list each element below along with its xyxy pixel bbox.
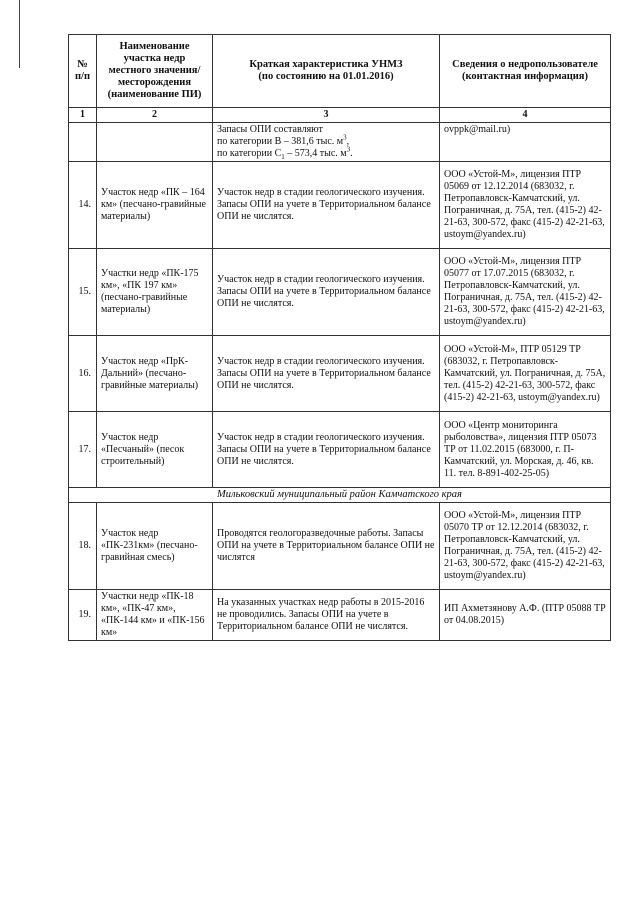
row-desc: Участок недр в стадии геологического изучения. Запасы ОПИ на учете в Территориальном балансе ОПИ не числятся. <box>213 336 440 412</box>
header-desc-title: Краткая характеристика УНМЗ <box>249 59 403 70</box>
table-row <box>69 412 611 488</box>
colnum-4: 4 <box>440 108 611 123</box>
cont-name <box>97 123 213 162</box>
header-desc <box>213 35 440 108</box>
table-row <box>69 336 611 412</box>
row-num: 17. <box>69 412 97 488</box>
section-title: Мильковский муниципальный район Камчатского края <box>69 488 611 503</box>
row-desc: Участок недр в стадии геологического изучения. Запасы ОПИ на учете в Территориальном балансе ОПИ не числятся. <box>213 412 440 488</box>
row-name: Участок недр «ПрК-Дальний» (песчано-гравийные материалы) <box>97 336 213 412</box>
colnum-3: 3 <box>213 108 440 123</box>
table-row <box>69 249 611 336</box>
row-user: ООО «Устой-М», лицензия ПТР 05070 ТР от 12.12.2014 (683032, г. Петропавловск-Камчатский, ул. Пограничная, д. 75А, тел. (415-2) 42-21-63, 300-572, факс (415-2) 42-21-63, ustoym@yandex.ru) <box>440 503 611 590</box>
row-num: 16. <box>69 336 97 412</box>
colnum-2: 2 <box>97 108 213 123</box>
header-num: № п/п <box>69 35 97 108</box>
row-num: 14. <box>69 162 97 249</box>
header-desc-date: (по состоянию на 01.01.2016) <box>258 71 394 82</box>
row-name: Участок недр «ПК – 164 км» (песчано-гравийные материалы) <box>97 162 213 249</box>
header-row <box>69 35 611 108</box>
row-desc: На указанных участках недр работы в 2015-2016 не проводились. Запасы ОПИ на учете в Территориальном балансе ОПИ не числятся. <box>213 590 440 641</box>
table-row <box>69 503 611 590</box>
subsoil-table <box>68 34 611 641</box>
row-user: ООО «Устой-М», ПТР 05129 ТР (683032, г. Петропавловск-Камчатский, ул. Пограничная, д. 75А, тел. (415-2) 42-21-63, 300-572, факс (415-2) 42-21-63, ustoym@yandex.ru) <box>440 336 611 412</box>
colnum-1: 1 <box>69 108 97 123</box>
row-desc: Проводятся геологоразведочные работы. Запасы ОПИ на учете в Территориальном балансе ОПИ не числятся <box>213 503 440 590</box>
row-user: ИП Ахметзянову А.Ф. (ПТР 05088 ТР от 04.08.2015) <box>440 590 611 641</box>
table-row <box>69 162 611 249</box>
header-name: Наименование участка недр местного значения/ месторождения (наименование ПИ) <box>97 35 213 108</box>
page-edge-line <box>19 0 20 68</box>
header-user: Сведения о недропользователе (контактная информация) <box>440 35 611 108</box>
cont-desc: Запасы ОПИ составляют по категории В – 381,6 тыс. $м^3$, по категории $С_1 - 573,4$ тыс. $м^3$. <box>213 123 440 162</box>
row-name: Участок недр «ПК-231км» (песчано-гравийная смесь) <box>97 503 213 590</box>
column-number-row <box>69 108 611 123</box>
row-user: ООО «Устой-М», лицензия ПТР 05077 от 17.07.2015 (683032, г. Петропавловск-Камчатский, ул. Пограничная, д. 75А, тел. (415-2) 42-21-63, 300-572, факс (415-2) 42-21-63, ustoym@yandex.ru) <box>440 249 611 336</box>
row-user: ООО «Центр мониторинга рыболовства», лицензия ПТР 05073 ТР от 11.02.2015 (683000, г. П-Камчатский, ул. Морская, д. 46, кв. 11. тел. 8-891-402-25-05) <box>440 412 611 488</box>
cont-user: ovppk@mail.ru) <box>440 123 611 162</box>
row-num: 15. <box>69 249 97 336</box>
row-name: Участки недр «ПК-175 км», «ПК 197 км» (песчано-гравийные материалы) <box>97 249 213 336</box>
cont-num <box>69 123 97 162</box>
section-row <box>69 488 611 503</box>
row-desc: Участок недр в стадии геологического изучения. Запасы ОПИ на учете в Территориальном балансе ОПИ не числятся. <box>213 162 440 249</box>
row-user: ООО «Устой-М», лицензия ПТР 05069 от 12.12.2014 (683032, г. Петропавловск-Камчатский, ул. Пограничная, д. 75А, тел. (415-2) 42-21-63, 300-572, факс (415-2) 42-21-63, ustoym@yandex.ru) <box>440 162 611 249</box>
continued-row <box>69 123 611 162</box>
row-name: Участки недр «ПК-18 км», «ПК-47 км», «ПК-144 км» и «ПК-156 км» <box>97 590 213 641</box>
row-name: Участок недр «Песчаный» (песок строительный) <box>97 412 213 488</box>
row-num: 19. <box>69 590 97 641</box>
row-desc: Участок недр в стадии геологического изучения. Запасы ОПИ на учете в Территориальном балансе ОПИ не числятся. <box>213 249 440 336</box>
row-num: 18. <box>69 503 97 590</box>
table-row <box>69 590 611 641</box>
